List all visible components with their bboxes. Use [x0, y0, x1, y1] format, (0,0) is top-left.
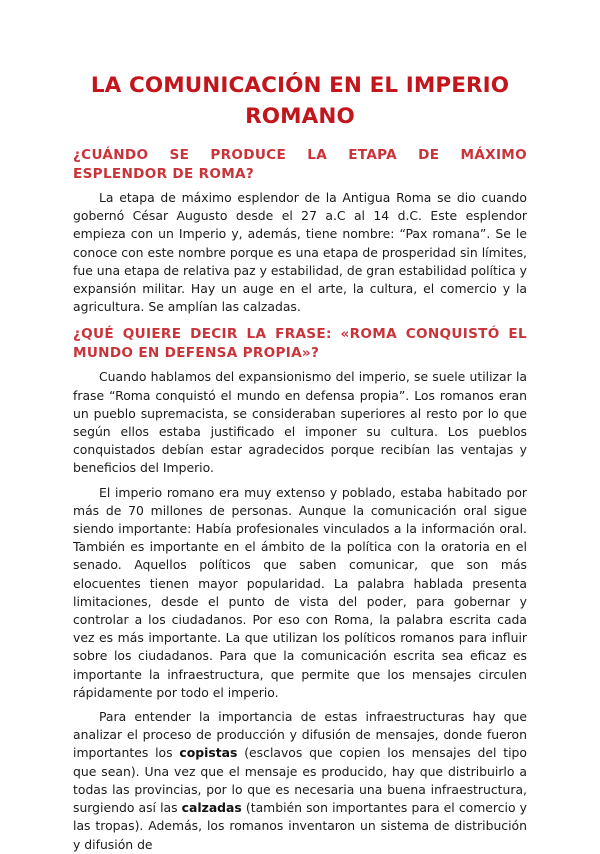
paragraph-3: El imperio romano era muy extenso y poblado, estaba habitado por más de 70 millones de personas. Aunque la comunicación oral sigue siendo importante: Había profesionales vinculados a la información oral. También es importante en el ámbito de la política con la oratoria en el senado. Aquellos políticos que saben comunicar, que son más elocuentes tienen mayor popularidad. La palabra hablada presenta limitaciones, desde el punto de vista del poder, para gobernar y controlar a los ciudadanos. Por eso con Roma, la palabra escrita cada vez es más importante. La que utilizan los políticos romanos para influir sobre los ciudadanos. Para que la comunicación escrita sea eficaz es importante la infraestructura, que permite que los mensajes circulen rápidamente por todo el imperio. [73, 484, 527, 700]
document-title: LA COMUNICACIÓN EN EL IMPERIO ROMANO [90, 73, 510, 129]
section-heading-1: ¿CUÁNDO SE PRODUCE LA ETAPA DE MÁXIMO ESPLENDOR DE ROMA? [73, 147, 527, 182]
term-calzadas: calzadas [181, 800, 242, 816]
section-heading-2: ¿QUÉ QUIERE DECIR LA FRASE: «ROMA CONQUISTÓ EL MUNDO EN DEFENSA PROPIA»? [73, 326, 527, 362]
paragraph-2: Cuando hablamos del expansionismo del imperio, se suele utilizar la frase “Roma conquistó el mundo en defensa propia”. Los romanos eran un pueblo supremacista, se consideraban superiores al resto por lo que según ellos estaba justificado el imponer su cultura. Los pueblos conquistados debían estar agradecidos porque recibían las ventajas y beneficios del Imperio. [73, 369, 527, 476]
paragraph-4-text-2: (esclavos que copien los mensajes del tipo que sean). Una vez que el mensaje es producido, hay que distribuirlo a todas las provincias, por lo que es necesaria una buena infraestructura, surgiendo así las [73, 745, 527, 816]
document-page [73, 70, 527, 854]
paragraph-4 [73, 708, 527, 854]
paragraph-4-text-3: (también son importantes para el comercio y las tropas). Además, los romanos inventaron un sistema de distribución y difusión de [73, 800, 527, 852]
term-copistas: copistas [179, 745, 238, 761]
paragraph-4-text-1: Para entender la importancia de estas infraestructuras hay que analizar el proceso de producción y difusión de mensajes, donde fueron importantes los [73, 709, 527, 761]
paragraph-1: La etapa de máximo esplendor de la Antigua Roma se dio cuando gobernó César Augusto desde el 27 a.C al 14 d.C. Este esplendor empieza con un Imperio y, además, tiene nombre: “Pax romana”. Se le conoce con este nombre porque es una etapa de prosperidad sin límites, fue una etapa de relativa paz y estabilidad, de gran estabilidad política y expansión militar. Hay un auge en el arte, la cultura, el comercio y la agricultura. Se amplían las calzadas. [73, 190, 527, 315]
